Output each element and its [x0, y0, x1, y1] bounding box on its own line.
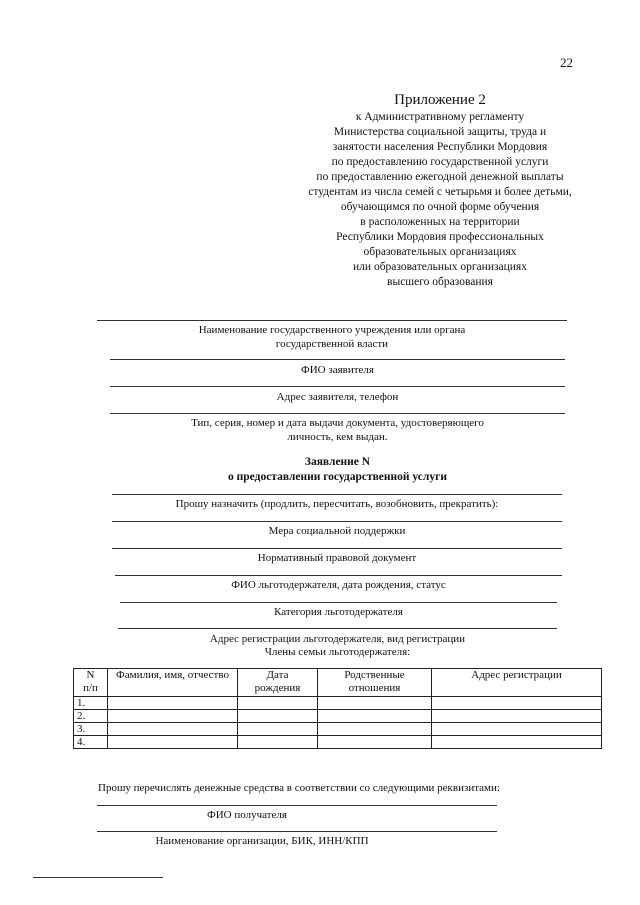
- family-members-caption: Члены семьи льготодержателя:: [264, 646, 411, 658]
- column-header-birth-date: [238, 669, 318, 697]
- family-members-table: [73, 668, 602, 749]
- row-number: 2.: [74, 710, 108, 723]
- appendix-line: по предоставлению ежегодной денежной выплаты: [316, 171, 564, 183]
- legal-document-field-line[interactable]: [112, 548, 562, 549]
- organization-field-line[interactable]: [97, 831, 497, 832]
- row-number: 3.: [74, 723, 108, 736]
- page-number: 22: [560, 55, 573, 70]
- name-cell[interactable]: [108, 710, 238, 723]
- appendix-line: высшего образования: [387, 276, 493, 288]
- beneficiary-info-field-line[interactable]: [115, 575, 562, 576]
- table-header-row: [74, 669, 602, 697]
- column-header-address: Адрес регистрации: [432, 669, 602, 697]
- identity-document-caption-line: Тип, серия, номер и дата выдачи документа, удостоверяющего: [191, 417, 484, 429]
- birth-date-cell[interactable]: [238, 710, 318, 723]
- institution-caption-line: Наименование государственного учреждения или органа: [198, 324, 466, 336]
- table-row: [74, 736, 602, 749]
- request-field-line[interactable]: [112, 494, 562, 495]
- applicant-address-field-line[interactable]: [110, 386, 565, 387]
- birth-date-cell[interactable]: [238, 736, 318, 749]
- address-cell[interactable]: [432, 736, 602, 749]
- appendix-line: или образовательных организациях: [353, 261, 527, 273]
- appendix-subtitle: [270, 110, 610, 290]
- birth-date-cell[interactable]: [238, 723, 318, 736]
- identity-document-caption: [110, 416, 565, 444]
- column-header-number: [74, 669, 108, 697]
- registration-address-field-line[interactable]: [118, 628, 557, 629]
- column-header-text: п/п: [83, 682, 98, 694]
- column-header-relationship: [318, 669, 432, 697]
- row-number: 1.: [74, 697, 108, 710]
- table-row: [74, 723, 602, 736]
- relationship-cell[interactable]: [318, 697, 432, 710]
- column-header-text: рождения: [254, 682, 301, 694]
- legal-document-caption: Нормативный правовой документ: [257, 552, 417, 564]
- appendix-line: студентам из числа семей с четырьмя и более детьми,: [308, 186, 572, 198]
- appendix-line: образовательных организациях: [363, 246, 517, 258]
- name-cell[interactable]: [108, 723, 238, 736]
- institution-caption-line: государственной власти: [275, 338, 389, 350]
- organization-caption: Наименование организации, БИК, ИНН/КПП: [155, 835, 369, 847]
- appendix-title: Приложение 2: [394, 92, 486, 108]
- request-caption: Прошу назначить (продлить, пересчитать, возобновить, прекратить):: [175, 498, 499, 510]
- table-row: [74, 697, 602, 710]
- appendix-line: занятости населения Республики Мордовия: [332, 141, 548, 153]
- address-cell[interactable]: [432, 710, 602, 723]
- name-cell[interactable]: [108, 736, 238, 749]
- footnote-separator: [33, 877, 163, 878]
- column-header-text: отношения: [348, 682, 401, 694]
- appendix-line: в расположенных на территории: [360, 216, 520, 228]
- identity-document-caption-line: личность, кем выдан.: [287, 431, 388, 443]
- appendix-line: к Административному регламенту: [355, 111, 525, 123]
- payment-request-text: Прошу перечислять денежные средства в соответствии со следующими реквизитами:: [98, 782, 500, 794]
- recipient-caption: ФИО получателя: [207, 809, 287, 821]
- statement-heading: [110, 455, 565, 485]
- birth-date-cell[interactable]: [238, 697, 318, 710]
- relationship-cell[interactable]: [318, 736, 432, 749]
- statement-title: Заявление N: [304, 456, 371, 468]
- identity-document-field-line[interactable]: [110, 413, 565, 414]
- recipient-field-line[interactable]: [97, 805, 497, 806]
- appendix-line: Министерства социальной защиты, труда и: [333, 126, 547, 138]
- appendix-line: Республики Мордовия профессиональных: [336, 231, 544, 243]
- support-measure-caption: Мера социальной поддержки: [268, 525, 406, 537]
- relationship-cell[interactable]: [318, 710, 432, 723]
- row-number: 4.: [74, 736, 108, 749]
- address-cell[interactable]: [432, 723, 602, 736]
- appendix-line: по предоставлению государственной услуги: [331, 156, 549, 168]
- institution-field-line[interactable]: [97, 320, 567, 321]
- statement-subtitle: о предоставлении государственной услуги: [228, 471, 447, 483]
- appendix-line: обучающимся по очной форме обучения: [340, 201, 540, 213]
- support-measure-field-line[interactable]: [112, 521, 562, 522]
- beneficiary-category-field-line[interactable]: [120, 602, 557, 603]
- institution-caption: [97, 323, 567, 351]
- column-header-text: Родственные: [344, 669, 405, 681]
- column-header-text: Дата: [266, 669, 289, 681]
- applicant-name-field-line[interactable]: [110, 359, 565, 360]
- registration-address-caption: Адрес регистрации льготодержателя, вид регистрации: [209, 633, 466, 645]
- relationship-cell[interactable]: [318, 723, 432, 736]
- column-header-name: Фамилия, имя, отчество: [108, 669, 238, 697]
- applicant-address-caption: Адрес заявителя, телефон: [276, 391, 399, 403]
- address-cell[interactable]: [432, 697, 602, 710]
- beneficiary-category-caption: Категория льготодержателя: [274, 606, 403, 618]
- table-row: [74, 710, 602, 723]
- applicant-name-caption: ФИО заявителя: [301, 364, 374, 376]
- beneficiary-info-caption: ФИО льготодержателя, дата рождения, статус: [231, 579, 446, 591]
- name-cell[interactable]: [108, 697, 238, 710]
- column-header-text: N: [86, 669, 95, 681]
